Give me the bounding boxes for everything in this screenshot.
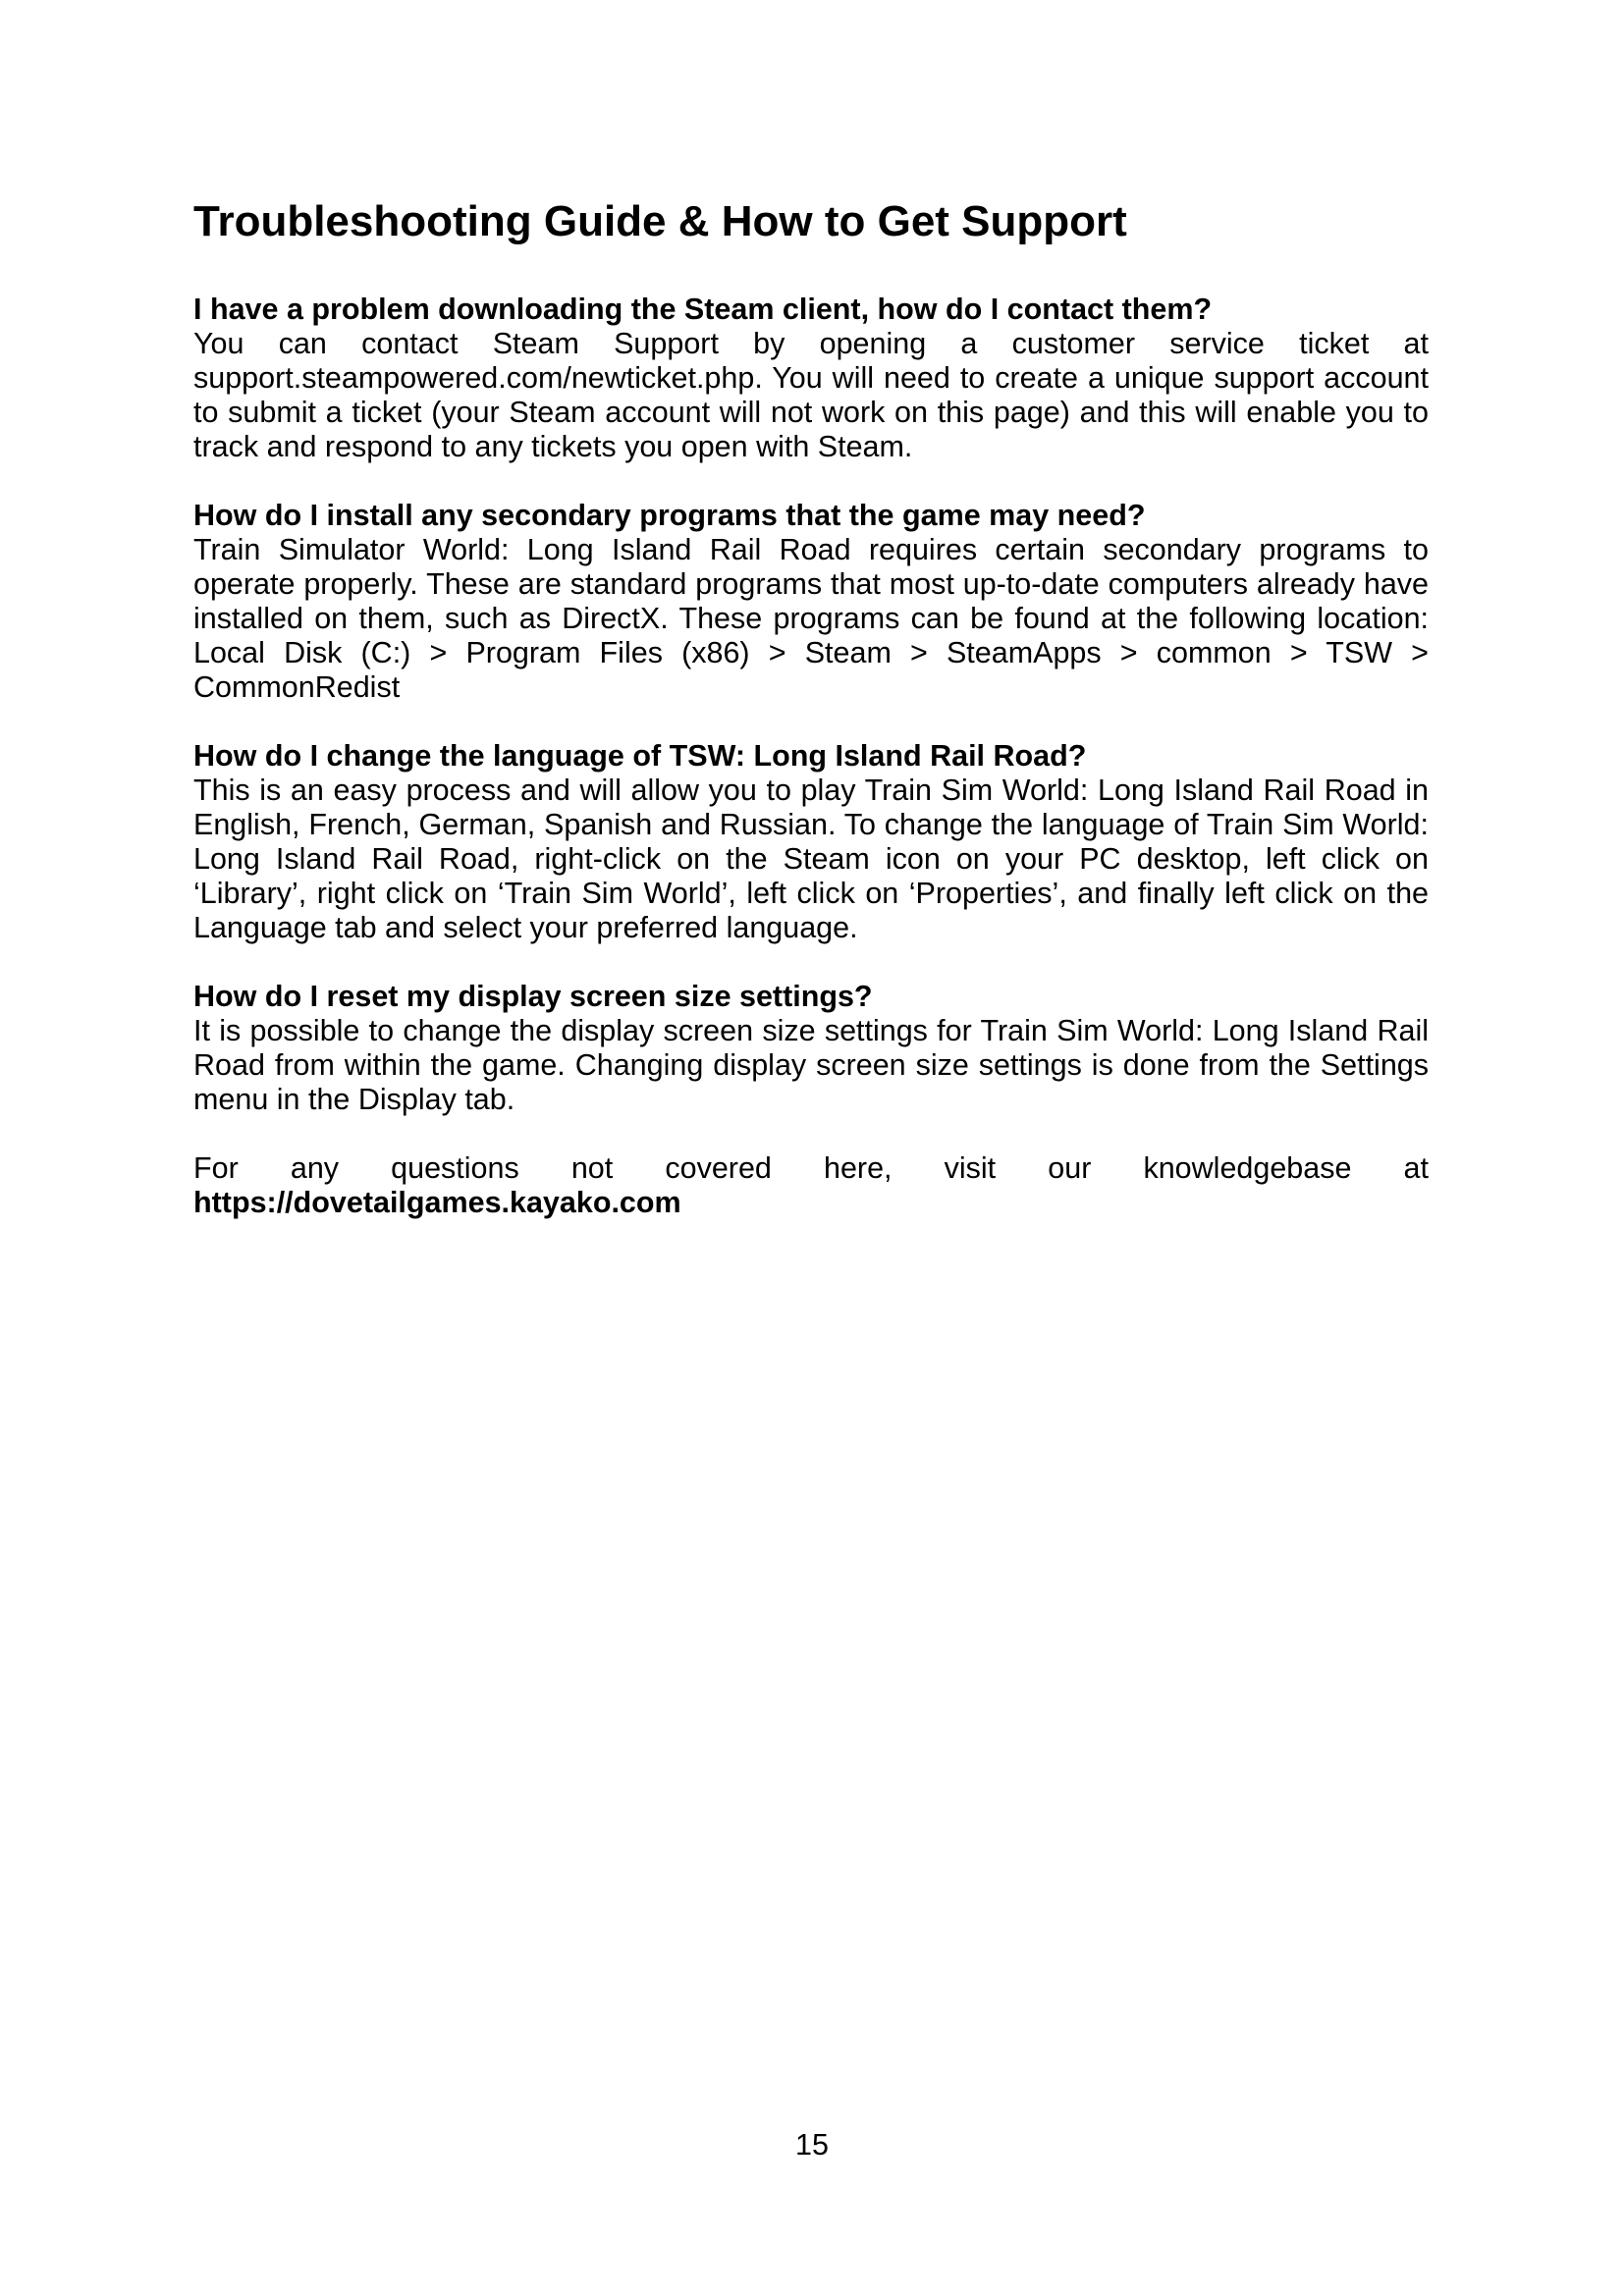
closing-text: For any questions not covered here, visit our knowledgebase at	[193, 1151, 1429, 1185]
section-secondary-programs	[193, 499, 1429, 705]
answer-text: Train Simulator World: Long Island Rail Road requires certain secondary programs to operate properly. These are standard programs that most up-to-date computers already have installed on them, such as DirectX. These programs can be found at the following location: Local Disk (C:) > Program Files (x86) > Steam > SteamApps > common > TSW > CommonRedist	[193, 533, 1429, 704]
section-steam-client-contact	[193, 293, 1429, 464]
section-display-settings	[193, 980, 1429, 1117]
answer-text: You can contact Steam Support by opening a customer service ticket at support.steampowered.com/newticket.php. You will need to create a unique support account to submit a ticket (your Steam account will not work on this page) and this will enable you to track and respond to any tickets you open with Steam.	[193, 327, 1429, 463]
question-heading: I have a problem downloading the Steam client, how do I contact them?	[193, 293, 1213, 326]
answer-text: This is an easy process and will allow you to play Train Sim World: Long Island Rail Road in English, French, German, Spanish and Russian. To change the language of Train Sim World: Long Island Rail Road, right-click on the Steam icon on your PC desktop, left click on ‘Library’, right click on ‘Train Sim World’, left click on ‘Properties’, and finally left click on the Language tab and select your preferred language.	[193, 774, 1429, 944]
knowledgebase-url: https://dovetailgames.kayako.com	[193, 1186, 681, 1219]
closing-paragraph	[193, 1151, 1429, 1220]
page-title: Troubleshooting Guide & How to Get Support	[193, 197, 1127, 245]
answer-text: It is possible to change the display screen size settings for Train Sim World: Long Island Rail Road from within the game. Changing display screen size settings is done from the Settings menu in the Display tab.	[193, 1014, 1429, 1116]
question-heading: How do I reset my display screen size settings?	[193, 980, 873, 1013]
page-number: 15	[795, 2128, 829, 2162]
question-heading: How do I change the language of TSW: Long Island Rail Road?	[193, 739, 1087, 773]
section-change-language	[193, 739, 1429, 945]
page-content	[193, 196, 1429, 1220]
question-heading: How do I install any secondary programs that the game may need?	[193, 499, 1146, 532]
